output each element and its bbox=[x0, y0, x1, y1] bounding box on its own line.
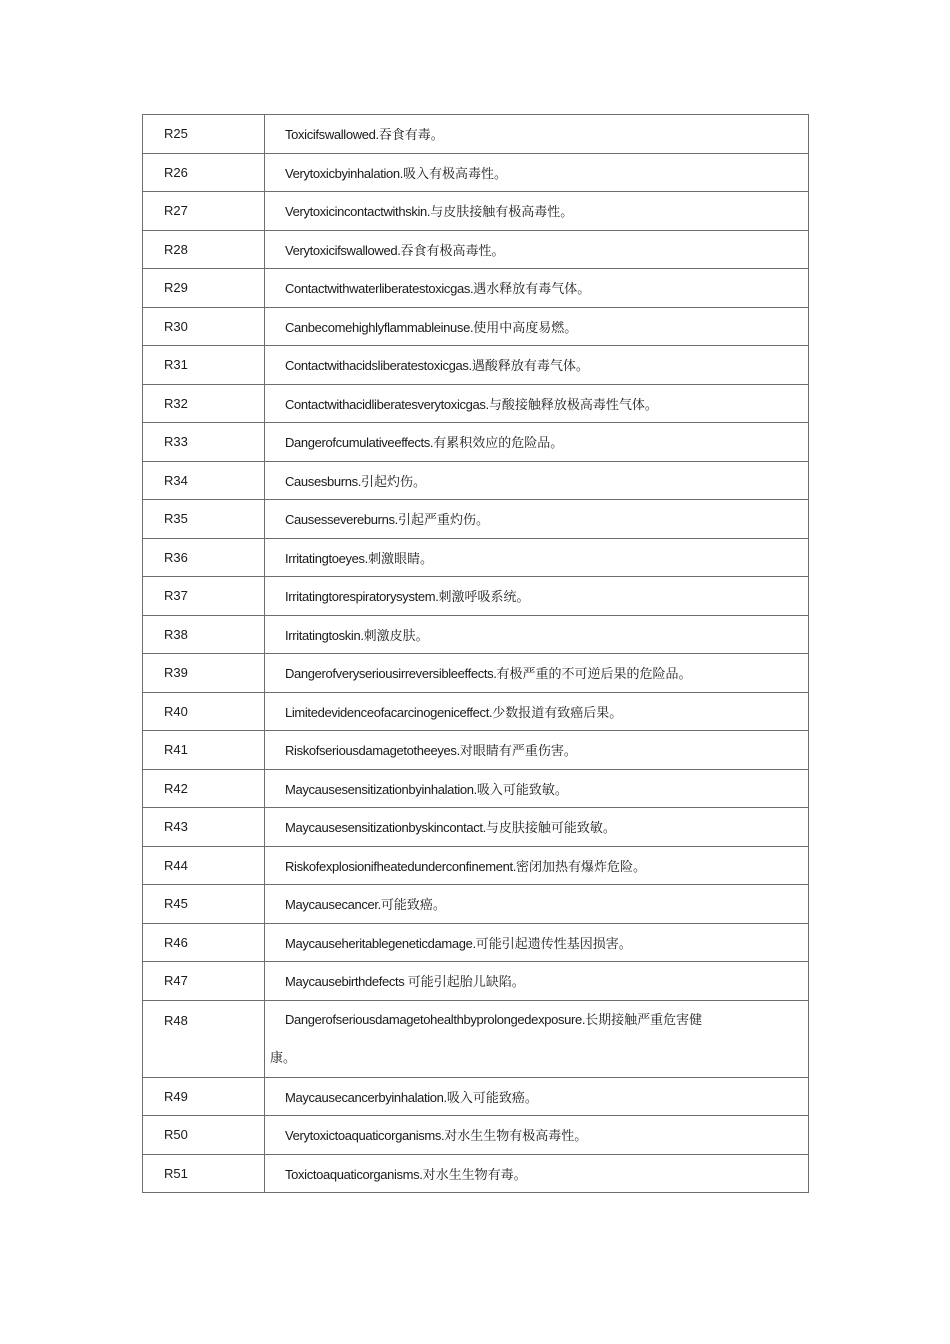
description-zh: 吸入可能致癌。 bbox=[446, 1090, 538, 1106]
table-row bbox=[143, 384, 809, 423]
risk-description bbox=[265, 230, 809, 269]
table-row bbox=[143, 1116, 809, 1155]
description-en: Maycausebirthdefects bbox=[285, 974, 408, 990]
table-row bbox=[143, 654, 809, 693]
description-zh: 密闭加热有爆炸危险。 bbox=[516, 859, 647, 875]
table-row bbox=[143, 192, 809, 231]
description-zh: 与酸接触释放极高毒性气体。 bbox=[488, 397, 658, 413]
risk-code: R26 bbox=[143, 153, 265, 192]
table-row bbox=[143, 230, 809, 269]
description-zh: 遇酸释放有毒气体。 bbox=[471, 359, 589, 375]
risk-description bbox=[265, 1000, 809, 1077]
risk-description bbox=[265, 461, 809, 500]
description-zh: 对眼睛有严重伤害。 bbox=[459, 744, 577, 760]
description-en: Verytoxictoaquaticorganisms. bbox=[285, 1128, 445, 1144]
description-en: Maycausesensitizationbyinhalation. bbox=[285, 781, 477, 797]
description-en: Canbecomehighlyflammableinuse. bbox=[285, 319, 474, 335]
risk-code: R31 bbox=[143, 346, 265, 385]
description-en: Contactwithwaterliberatestoxicgas. bbox=[285, 281, 474, 297]
description-en: Causessevereburns. bbox=[285, 512, 398, 528]
description-zh: 刺激眼睛。 bbox=[367, 551, 433, 567]
table-row bbox=[143, 577, 809, 616]
description-en: Irritatingtoskin. bbox=[285, 627, 364, 643]
table-row bbox=[143, 1000, 809, 1077]
description-en: Contactwithacidsliberatestoxicgas. bbox=[285, 358, 472, 374]
risk-code: R43 bbox=[143, 808, 265, 847]
description-zh: 刺激皮肤。 bbox=[363, 628, 429, 644]
description-zh: 引起严重灼伤。 bbox=[397, 513, 489, 529]
table-row bbox=[143, 153, 809, 192]
description-zh-continued: 康。 bbox=[270, 1050, 297, 1066]
risk-description bbox=[265, 846, 809, 885]
table-row bbox=[143, 692, 809, 731]
risk-code: R47 bbox=[143, 962, 265, 1001]
risk-description bbox=[265, 115, 809, 154]
description-en: Maycausecancer. bbox=[285, 897, 381, 913]
table-row bbox=[143, 615, 809, 654]
description-zh: 吞食有毒。 bbox=[378, 128, 444, 144]
risk-code: R42 bbox=[143, 769, 265, 808]
risk-description bbox=[265, 885, 809, 924]
risk-code: R36 bbox=[143, 538, 265, 577]
risk-code: R34 bbox=[143, 461, 265, 500]
risk-description bbox=[265, 423, 809, 462]
description-zh: 吞食有极高毒性。 bbox=[400, 243, 505, 259]
risk-code: R49 bbox=[143, 1077, 265, 1116]
description-en: Maycausecancerbyinhalation. bbox=[285, 1089, 447, 1105]
risk-code: R25 bbox=[143, 115, 265, 154]
risk-code: R33 bbox=[143, 423, 265, 462]
table-row bbox=[143, 538, 809, 577]
risk-description bbox=[265, 1077, 809, 1116]
table-row bbox=[143, 269, 809, 308]
description-en: Irritatingtorespiratorysystem. bbox=[285, 589, 439, 605]
risk-code: R45 bbox=[143, 885, 265, 924]
description-zh: 可能引起遗传性基因损害。 bbox=[475, 936, 632, 952]
table-row bbox=[143, 846, 809, 885]
risk-description bbox=[265, 538, 809, 577]
table-row bbox=[143, 423, 809, 462]
description-en: Verytoxicifswallowed. bbox=[285, 242, 401, 258]
risk-description bbox=[265, 307, 809, 346]
table-row bbox=[143, 731, 809, 770]
description-en: Toxictoaquaticorganisms. bbox=[285, 1166, 423, 1182]
risk-description bbox=[265, 153, 809, 192]
risk-code: R41 bbox=[143, 731, 265, 770]
description-zh: 吸入可能致敏。 bbox=[476, 782, 568, 798]
risk-code: R27 bbox=[143, 192, 265, 231]
description-en: Contactwithacidliberatesverytoxicgas. bbox=[285, 396, 489, 412]
risk-phrase-table bbox=[142, 114, 809, 1193]
risk-description bbox=[265, 1116, 809, 1155]
risk-code: R30 bbox=[143, 307, 265, 346]
description-en: Dangerofcumulativeeffects. bbox=[285, 435, 434, 451]
table-row bbox=[143, 307, 809, 346]
description-zh: 使用中高度易燃。 bbox=[473, 320, 578, 336]
risk-description bbox=[265, 577, 809, 616]
description-en: Riskofexplosionifheatedunderconfinement. bbox=[285, 858, 516, 874]
description-en: Maycauseheritablegeneticdamage. bbox=[285, 935, 476, 951]
risk-code: R46 bbox=[143, 923, 265, 962]
risk-description bbox=[265, 769, 809, 808]
risk-code: R37 bbox=[143, 577, 265, 616]
risk-code: R48 bbox=[143, 1000, 265, 1077]
risk-description bbox=[265, 923, 809, 962]
risk-code: R51 bbox=[143, 1154, 265, 1193]
table-row bbox=[143, 115, 809, 154]
table-row bbox=[143, 769, 809, 808]
description-en: Dangerofseriousdamagetohealthbyprolongedexposure. bbox=[285, 1011, 586, 1027]
risk-code: R44 bbox=[143, 846, 265, 885]
description-zh: 与皮肤接触有极高毒性。 bbox=[430, 205, 574, 221]
risk-description bbox=[265, 346, 809, 385]
table-row bbox=[143, 346, 809, 385]
description-en: Verytoxicbyinhalation. bbox=[285, 165, 404, 181]
table-row bbox=[143, 461, 809, 500]
description-en: Toxicifswallowed. bbox=[285, 127, 379, 143]
risk-code: R38 bbox=[143, 615, 265, 654]
table-row bbox=[143, 885, 809, 924]
risk-description bbox=[265, 192, 809, 231]
description-zh: 吸入有极高毒性。 bbox=[403, 166, 508, 182]
description-zh: 可能引起胎儿缺陷。 bbox=[407, 975, 525, 991]
risk-code: R35 bbox=[143, 500, 265, 539]
description-zh: 对水生生物有毒。 bbox=[422, 1167, 527, 1183]
risk-code: R29 bbox=[143, 269, 265, 308]
description-zh: 有累积效应的危险品。 bbox=[433, 436, 564, 452]
risk-description bbox=[265, 654, 809, 693]
description-zh: 对水生生物有极高毒性。 bbox=[444, 1129, 588, 1145]
risk-code: R39 bbox=[143, 654, 265, 693]
risk-description bbox=[265, 269, 809, 308]
risk-description bbox=[265, 500, 809, 539]
description-zh: 与皮肤接触可能致敏。 bbox=[485, 821, 616, 837]
description-zh: 长期接触严重危害健 bbox=[585, 1012, 703, 1028]
risk-description bbox=[265, 692, 809, 731]
table-row bbox=[143, 1077, 809, 1116]
description-en: Verytoxicincontactwithskin. bbox=[285, 204, 431, 220]
risk-description bbox=[265, 615, 809, 654]
description-en: Riskofseriousdamagetotheeyes. bbox=[285, 743, 460, 759]
description-en: Causesburns. bbox=[285, 473, 362, 489]
description-zh: 引起灼伤。 bbox=[361, 474, 427, 490]
description-zh: 有极严重的不可逆后果的危险品。 bbox=[496, 667, 692, 683]
table-row bbox=[143, 962, 809, 1001]
risk-description bbox=[265, 1154, 809, 1193]
risk-code: R40 bbox=[143, 692, 265, 731]
table-row bbox=[143, 808, 809, 847]
description-en: Limitedevidenceofacarcinogeniceffect. bbox=[285, 704, 493, 720]
risk-code: R28 bbox=[143, 230, 265, 269]
description-en: Dangerofveryseriousirreversibleeffects. bbox=[285, 666, 497, 682]
description-zh: 遇水释放有毒气体。 bbox=[473, 282, 591, 298]
table-row bbox=[143, 1154, 809, 1193]
risk-code: R50 bbox=[143, 1116, 265, 1155]
risk-description bbox=[265, 962, 809, 1001]
description-en: Irritatingtoeyes. bbox=[285, 550, 368, 566]
risk-description bbox=[265, 731, 809, 770]
risk-description bbox=[265, 384, 809, 423]
risk-description bbox=[265, 808, 809, 847]
description-en: Maycausesensitizationbyskincontact. bbox=[285, 820, 486, 836]
description-zh: 可能致癌。 bbox=[380, 898, 446, 914]
table-row bbox=[143, 923, 809, 962]
risk-code: R32 bbox=[143, 384, 265, 423]
table-row bbox=[143, 500, 809, 539]
description-zh: 少数报道有致癌后果。 bbox=[492, 705, 623, 721]
description-zh: 刺激呼吸系统。 bbox=[438, 590, 530, 606]
